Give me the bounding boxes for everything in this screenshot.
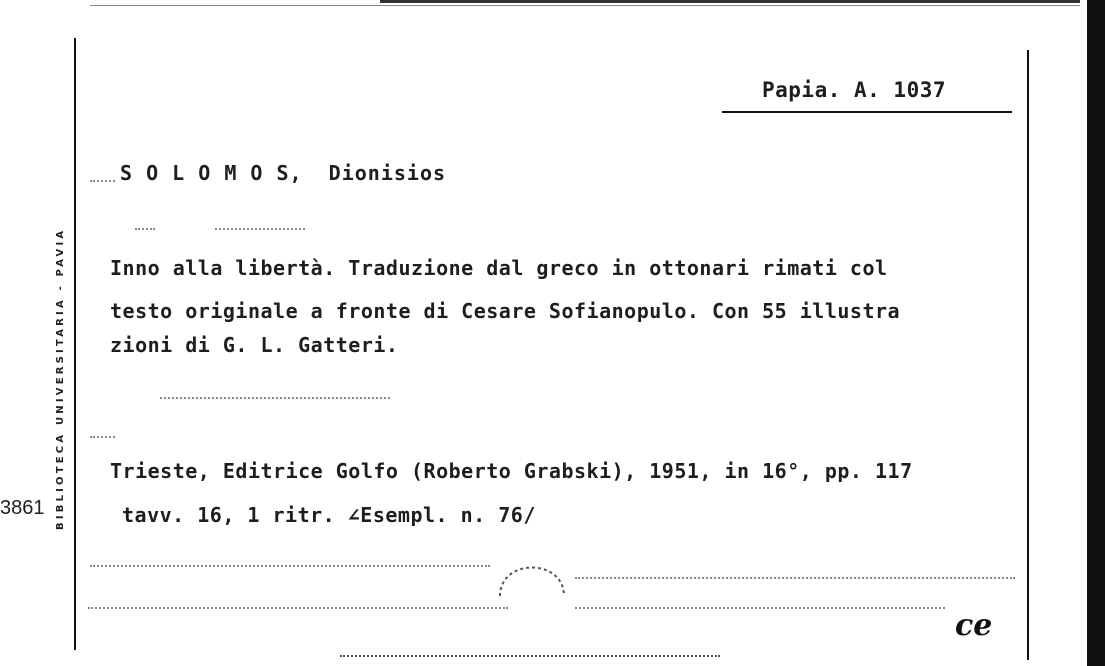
imprint-line-2: tavv. 16, 1 ritr. ∠Esempl. n. 76/ xyxy=(122,503,536,527)
top-border-faint xyxy=(90,5,1080,6)
shelfmark-underline xyxy=(722,111,1012,113)
card-rod-hole xyxy=(492,538,572,598)
guide-line xyxy=(160,397,390,399)
inventory-number: 3861 xyxy=(0,497,45,519)
card-edge-shadow xyxy=(1087,0,1105,666)
title-line-3: zioni di G. L. Gatteri. xyxy=(110,333,399,357)
top-border xyxy=(380,0,1080,3)
guide-line xyxy=(135,228,155,230)
shelfmark: Papia. A. 1037 xyxy=(762,78,947,102)
left-margin-rule xyxy=(74,38,76,650)
guide-line xyxy=(90,436,115,438)
guide-line xyxy=(88,607,508,609)
author-heading: S O L O M O S, Dionisios xyxy=(120,161,447,185)
title-line-1: Inno alla libertà. Traduzione dal greco in ottonari rimati col xyxy=(110,256,888,280)
imprint-line-1: Trieste, Editrice Golfo (Roberto Grabski), 1951, in 16°, pp. 117 xyxy=(110,459,913,483)
guide-line xyxy=(575,577,1015,579)
guide-line xyxy=(575,607,945,609)
cataloguer-signature: ce xyxy=(955,608,993,643)
guide-line xyxy=(90,180,115,182)
title-line-2: testo originale a fronte di Cesare Sofianopulo. Con 55 illustra xyxy=(110,299,901,323)
guide-line xyxy=(90,565,490,567)
right-margin-rule xyxy=(1027,50,1029,660)
guide-line xyxy=(340,655,720,657)
library-stamp: BIBLIOTECA UNIVERSITARIA - PAVIA xyxy=(55,227,66,530)
guide-line xyxy=(215,228,305,230)
